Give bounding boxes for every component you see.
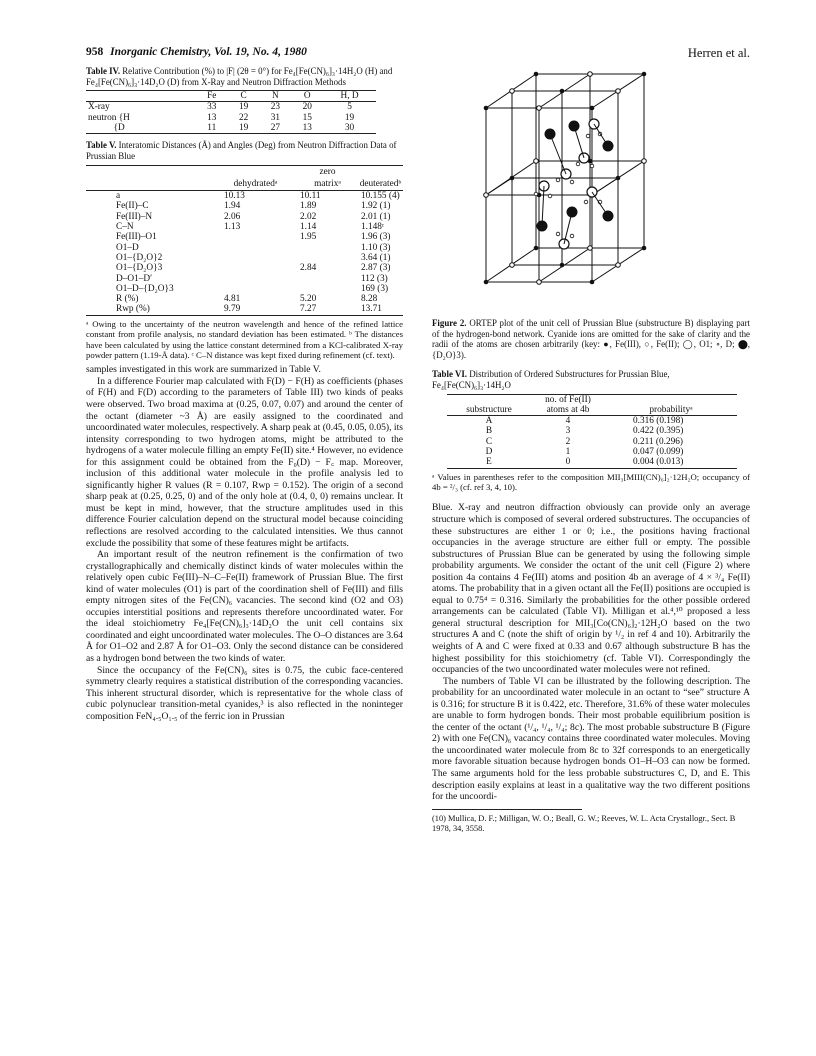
table-row [86,263,403,273]
table-cell [214,253,297,263]
table-row [86,243,403,253]
table-row [447,437,737,447]
table-row [86,274,403,284]
table-cell [297,284,358,294]
table4 [86,90,376,134]
figure2-ortep-plot [432,66,750,314]
table-row [86,284,403,294]
table-cell [214,263,297,273]
table-cell [214,243,297,253]
table-cell: 1.89 [300,201,317,212]
table-row [86,232,403,242]
table-cell: 10.155 (4) [361,191,400,202]
table-cell: O1–D–{D₂O}3 [116,283,174,294]
table-row [86,191,403,202]
table-cell: B [485,426,493,437]
table-cell: Fe(III)–N [116,211,153,222]
table-row [86,304,403,315]
table4-caption [86,66,403,87]
table6-footnote: ᵃ Values in parentheses refer to the composition MII₃[MIII(CN)₆]₂·12H₂O; occupancy of 4b = ²/₃ (cf. ref 3, 4, 10). [432,471,750,493]
table-cell: 1.148ᶜ [361,222,385,233]
table6 [447,394,737,469]
table-row [86,294,403,304]
table-cell: 2.87 (3) [361,263,391,274]
table4-col-header [86,91,196,102]
table-cell: 1.92 (1) [361,201,391,212]
table6-label: Table VI. [432,369,468,380]
table4-label: Table IV. [86,66,121,76]
table-cell: 0.422 (0.395) [633,426,684,437]
table5-col-header-top: zero [319,166,336,177]
table-cell: D [485,447,493,458]
table-cell: 7.27 [300,304,317,315]
page-number: 958 [86,46,104,58]
table-cell: 4.81 [224,294,241,305]
reference-list [432,809,736,834]
paragraph: An important result of the neutron refinement is the confirmation of two crystallographically and chemically distinct kinds of water molecules within the relatively open cubic Fe(III)–N–C–Fe(II) framework of Prussian Blue. The first kind of water molecules (O1) is part of the coordination shell of Fe(III) and fills empty nitrogen sites of the Fe(CN)₆ vacancies. The second kind (O2 and O3) occupies interstitial positions and represents therefore uncoordinated water. For the ideal stoichiometry Fe₄[Fe(CN)₆]₃·14D₂O the unit cell contains six coordinated and eight uncoordinated water molecules. The O–O distances are 3.64 Å for O1–O2 and 2.87 Å for O1–O3. Only the second distance can be considered as a hydrogen bond between the two kinds of water. [86,549,403,665]
table-cell: 4 [565,416,571,427]
table-row [86,253,403,263]
table-row [447,457,737,468]
table-cell: Fe(II)–C [116,201,149,212]
table6-title: Distribution of Ordered Substructures for Prussian Blue, Fe₄[Fe(CN)₆]₃·14H₂O [432,369,670,390]
hydrogen-bonds [542,124,608,244]
running-header [86,46,750,62]
table-cell: 169 (3) [361,283,389,294]
table-cell: 2.06 [224,211,241,222]
table-cell: O1–{D₂O}3 [116,263,163,274]
table-row [86,201,403,211]
table-cell: 5.20 [300,294,317,305]
paragraph: In a difference Fourier map calculated with F(D) − F(H) as coefficients (phases of F(H) and F(D) according to the parameters of Table III) two kinds of peaks were observed. Two broad maxima at (0.25, 0.07, 0.07) and around the center of the octant (diameter ~3 Å) are easily assigned to the coordinated and uncoordinated water molecules, respectively. A sharp peak at (0.45, 0.05, 0.05), its intensity corresponding to two hydrogen atoms, might be attributed to the hydrogens of a water molecule filling an empty Fe(II) site.⁴ However, no evidence for this assignment could be obtained from the F₀(D) − F꜀ map. Moreover, inclusion of this additional water molecule in the profile analysis led to significantly higher R values (R = 0.107, Rwp = 0.152). The origin of a second sharp peak at (0.25, 0.25, 0) and of the only hole at (0.4, 0, 0) remains unclear. It must be kept in mind, however, that the structure amplitudes used in this difference Fourier calculation depend on the structural model because coinciding reflections are resolved according to the calculated intensities. We thus cannot exclude the possibility that some of these features might be artifacts. [86,375,403,549]
table-cell: 9.79 [224,304,241,315]
table-row [447,426,737,436]
table-row [86,212,403,222]
table-cell: 0.047 (0.099) [633,447,684,458]
reference-item: (10) Mullica, D. F.; Milligan, W. O.; Beall, G. W.; Reeves, W. L. Acta Crystallogr., Sect. B 1978, 34, 3558. [432,813,736,833]
table4-col-header: O [303,91,311,102]
table-cell: a [116,191,121,202]
table-cell: 3 [565,426,571,437]
table5-footnote: ᵃ Owing to the uncertainty of the neutron wavelength and hence of the refined lattice constant from profile analysis, no standard deviation has been estimated. ᵇ The distances have been calculated by using the lattice constant determined from a KCl-calibrated X-ray powder pattern (1.19-Å data). ᶜ C–N distance was kept fixed during refinement (cf. text). [86,318,403,360]
figure2-caption [432,318,750,360]
right-body-text [432,502,750,802]
paragraph: The numbers of Table VI can be illustrated by the following description. The probability for an uncoordinated water molecule in an octant to “see” structure A is 0.316; for structure B it is 0.422, etc. Therefore, 31.6% of these water molecules are unable to form hydrogen bonds. Their most probable equilibrium position is the center of the octant (¹/₄, ¹/₄, ¹/₄; 8c). The most probable substructure B (Figure 2) with one Fe(CN)₆ vacancy contains three coordinated water molecules. Moving the uncoordinated water molecule from 8c to 32f corresponds to an energetically more favorable situation because hydrogen bonds O1–H–O3 can now be formed. The same arguments hold for the less probable substructures C, D, and E. This description easily explains at least in a qualitative way the two different positions for the uncoordi- [432,675,750,803]
table-cell: 1.95 [300,232,317,243]
table6-col-header: substructure [466,404,512,415]
table-cell: 13.71 [361,304,382,315]
table4-title: Relative Contribution (%) to |F| (2θ = 0°) for Fe₄[Fe(CN)₆]₃·14H₂O (H) and Fe₄[Fe(CN)₆]₃·14D₂O (D) from X-Ray and Neutron Diffraction Methods [86,66,393,87]
table-cell [214,284,297,294]
table5 [86,165,403,316]
table-cell: D–O1–D′ [116,273,153,284]
table-cell: Fe(III)–O1 [116,232,157,243]
table4-col-header: H, D [340,91,359,102]
table-cell: 0.211 (0.296) [633,436,684,447]
table-cell: 0.004 (0.013) [633,457,684,468]
table-cell: C [485,436,493,447]
table-cell: 10.13 [224,191,245,202]
table-cell: 2 [565,436,571,447]
table-cell: O1–D [116,242,139,253]
table-cell: Rwp (%) [116,304,150,315]
table-cell: E [486,457,492,468]
table6-col-header-top: no. of Fe(II) [545,394,591,405]
table-row [86,222,403,232]
figure2-label: Figure 2. [432,318,467,328]
table4-col-header: C [240,91,247,102]
table-cell: 2.01 (1) [361,211,391,222]
table-cell [297,274,358,284]
table5-col-header: dehydratedᵃ [233,178,278,189]
table5-title: Interatomic Distances (Å) and Angles (Deg) from Neutron Diffraction Data of Prussian Blue [86,140,397,161]
table4-col-header: Fe [207,91,217,102]
table-cell: 1.13 [224,222,241,233]
table5-col-header: matrixᵃ [314,178,341,189]
table4-col-header: N [272,91,279,102]
running-authors: Herren et al. [687,46,750,60]
table5-caption [86,140,403,161]
table-cell: 2.02 [300,211,317,222]
unit-cell-diagram [432,66,750,314]
left-body-text [86,364,403,722]
table-cell: O1–{D₂O}2 [116,252,163,263]
table5-col-header: deuteratedᵇ [359,178,402,189]
table-cell: 1.96 (3) [361,232,391,243]
figure2-text: ORTEP plot of the unit cell of Prussian Blue (substructure B) displaying part of the hydrogen-bond network. Cyanide ions are omitted for the sake of clarity and the radii of the atoms are chosen arbitrarily (key: ●, Fe(III), ○, Fe(II); ◯, O1; ∘, D; ⬤, {D₂O}3). [432,318,750,360]
table5-label: Table V. [86,140,117,151]
table-cell [297,243,358,253]
table-cell: 3.64 (1) [361,252,391,263]
table-cell: 112 (3) [361,273,388,284]
table6-col-header: probabilityᵃ [649,404,693,415]
table-cell: R (%) [116,294,139,305]
table-cell [214,232,297,242]
right-column [432,66,750,834]
table-cell: 0 [565,457,571,468]
table-cell: C–N [116,222,134,233]
table-cell: 2.84 [300,263,317,274]
table-cell: 8.28 [361,294,378,305]
table-cell: 1.14 [300,222,317,233]
table-row: {D 11 19 27 13 30 [86,123,376,134]
table6-caption [432,369,750,390]
paragraph: Since the occupancy of the Fe(CN)₆ sites is 0.75, the cubic face-centered symmetry clearly requires a statistical distribution of the corresponding vacancies. This inherent structural disorder, which is representative for the whole class of cubic polynuclear transition-metal cyanides,³ is also reflected in the noninteger composition FeN₄.₅O₁.₅ of the ferric ion in Prussian [86,664,403,722]
table-cell: 1 [565,447,571,458]
paragraph: Blue. X-ray and neutron diffraction obviously can provide only an average structure which is composed of several ordered substructures. The occupancies of these substructures are either 1 or 0; i.e., the positions having fractional occupancies in the average structure are either full or empty. The possible substructures of Prussian Blue can be generated by using the following simple probability arguments. We consider the octant of the unit cell (Figure 2) where position 4a contains 4 Fe(III) atoms and position 4b an average of 4 × ³/₄ Fe(II) atoms. The probability that in a given octant all the Fe(II) positions are occupied is equal to 0.75⁴ = 0.316. Similarly the probabilities for the other possible ordered arrangements can be calculated (Table VI). Milligan et al.⁴,¹⁰ proposed a less general structural description for MII₃[Co(CN)₆]₂·12H₂O based on the two structures A and C (note the shift of origin by ¹/₂ in ref 4 and 10). Arbitrarily the weights of A and C were fixed at 0.33 and 0.67 although substructure B has the highest possibility for this stoichiometry (cf. Table VI). Correspondingly the occupancies of the two uncoordinated water molecules were not refined. [432,502,750,676]
table-row: X-ray 33 19 23 20 5 [88,102,352,113]
table-row [447,416,737,427]
table6-col-header: atoms at 4b [546,404,590,415]
table-cell [297,253,358,263]
paragraph: samples investigated in this work are summarized in Table V. [86,364,321,376]
table-row [447,447,737,457]
table-cell: 1.10 (3) [361,242,391,253]
journal-citation: Inorganic Chemistry, Vol. 19, No. 4, 1980 [110,46,307,58]
left-column [86,66,403,722]
table-row: neutron {H 13 22 31 15 19 [88,112,355,123]
table-cell: 0.316 (0.198) [633,416,684,427]
table-cell [214,274,297,284]
table-cell: A [485,416,493,427]
table-cell: 1.94 [224,201,241,212]
table-cell: 10.11 [300,191,321,202]
